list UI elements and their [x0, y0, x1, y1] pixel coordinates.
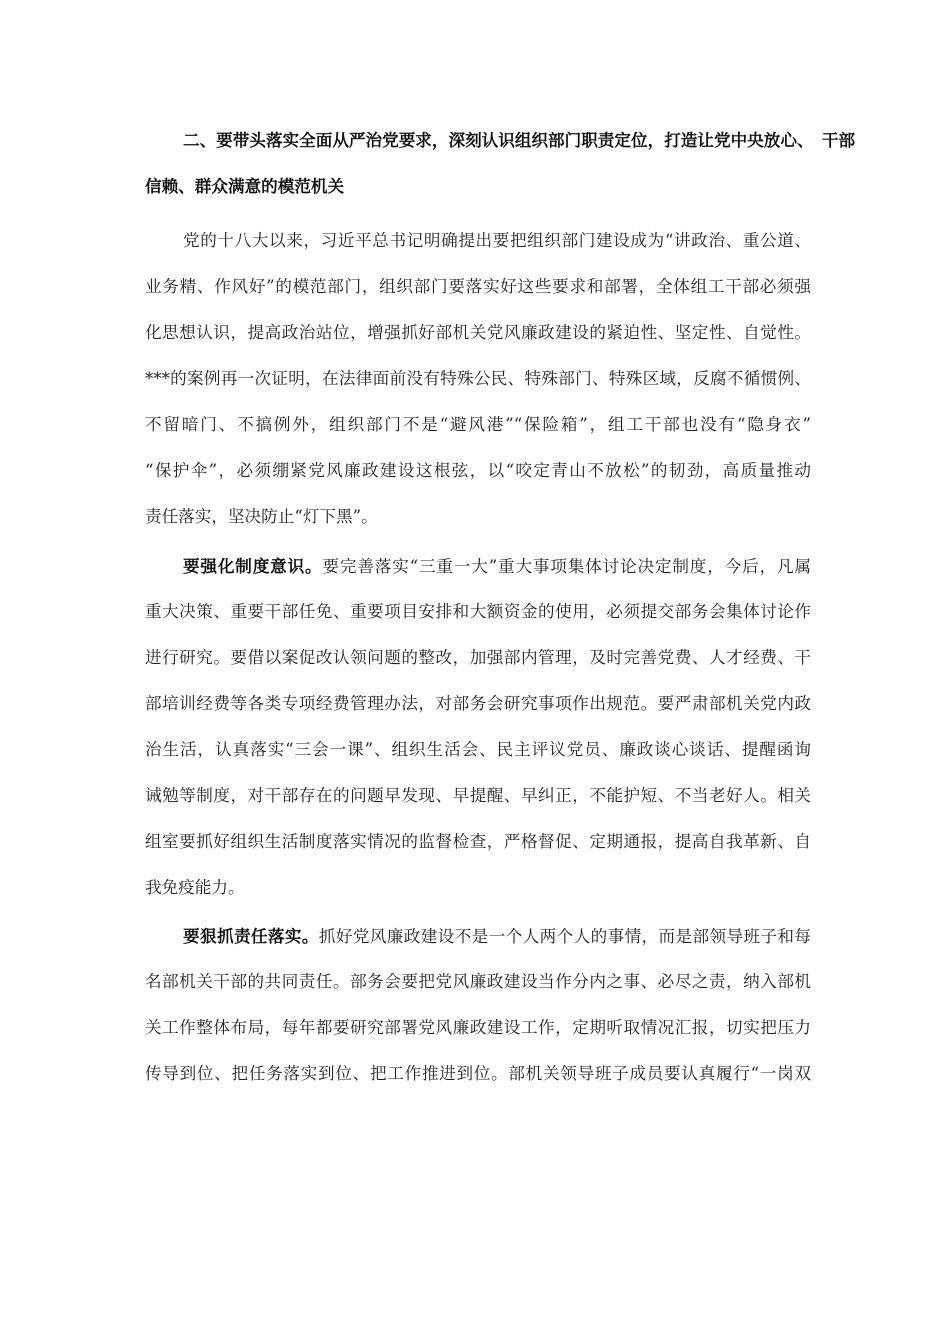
heading-line-1: 二、要带头落实全面从严治党要求，深刻认识组织部门职责定位，打造让党中央放心、 干部 [183, 130, 856, 150]
paragraph-line: 责任落实，坚决防止“灯下黑”。 [145, 507, 378, 526]
paragraph-line: 进行研究。要借以案促改认领问题的整改，加强部内管理，及时完善党费、人才经费、干 [145, 648, 811, 667]
paragraph-line: 不留暗门、不搞例外，组织部门不是“避风港”“保险箱”，组工干部也没有“隐身衣” [145, 415, 811, 434]
paragraph-line: 业务精、作风好”的模范部门，组织部门要落实好这些要求和部署，全体组工干部必须强 [145, 277, 811, 296]
paragraph-line: 党的十八大以来，习近平总书记明确提出要把组织部门建设成为“讲政治、重公道、 [183, 231, 811, 250]
paragraph-line-rest: 要完善落实“三重一大”重大事项集体讨论决定制度，今后，凡属 [322, 557, 812, 576]
paragraph-lead: 要狠抓责任落实。 [183, 926, 319, 946]
paragraph-line-first [183, 551, 811, 581]
paragraph-line: 关工作整体布局，每年都要研究部署党风廉政建设工作，定期听取情况汇报，切实把压力 [145, 1018, 811, 1037]
paragraph-line: 治生活，认真落实“三会一课”、组织生活会、民主评议党员、廉政谈心谈话、提醒函询 [145, 740, 811, 759]
paragraph-line: 传导到位、把任务落实到位、把工作推进到位。部机关领导班子成员要认真履行“一岗双 [145, 1064, 811, 1083]
paragraph-line: 重大决策、重要干部任免、重要项目安排和大额资金的使用，必须提交部务会集体讨论作 [145, 602, 811, 621]
paragraph-line: ***的案例再一次证明，在法律面前没有特殊公民、特殊部门、特殊区域，反腐不循惯例、 [145, 369, 811, 388]
paragraph-line: 部培训经费等各类专项经费管理办法，对部务会研究事项作出规范。要严肃部机关党内政 [145, 694, 811, 713]
paragraph-line-first [183, 921, 811, 951]
paragraph-line: 组室要抓好组织生活制度落实情况的监督检查，严格督促、定期通报，提高自我革新、自 [145, 832, 811, 851]
paragraph-line-rest: 抓好党风廉政建设不是一个人两个人的事情，而是部领导班子和每 [318, 927, 812, 946]
paragraph-lead: 要强化制度意识。 [183, 556, 323, 576]
heading-line-2: 信赖、群众满意的模范机关 [145, 176, 345, 196]
paragraph-line: 诫勉等制度，对干部存在的问题早发现、早提醒、早纠正，不能护短、不当老好人。相关 [145, 786, 811, 805]
paragraph-line: “保护伞”，必须绷紧党风廉政建设这根弦，以“咬定青山不放松”的韧劲，高质量推动 [145, 461, 811, 480]
paragraph-line: 我免疫能力。 [145, 878, 245, 897]
paragraph-line: 名部机关干部的共同责任。部务会要把党风廉政建设当作分内之事、必尽之责，纳入部机 [145, 972, 811, 991]
paragraph-line: 化思想认识，提高政治站位，增强抓好部机关党风廉政建设的紧迫性、坚定性、自觉性。 [145, 323, 811, 342]
